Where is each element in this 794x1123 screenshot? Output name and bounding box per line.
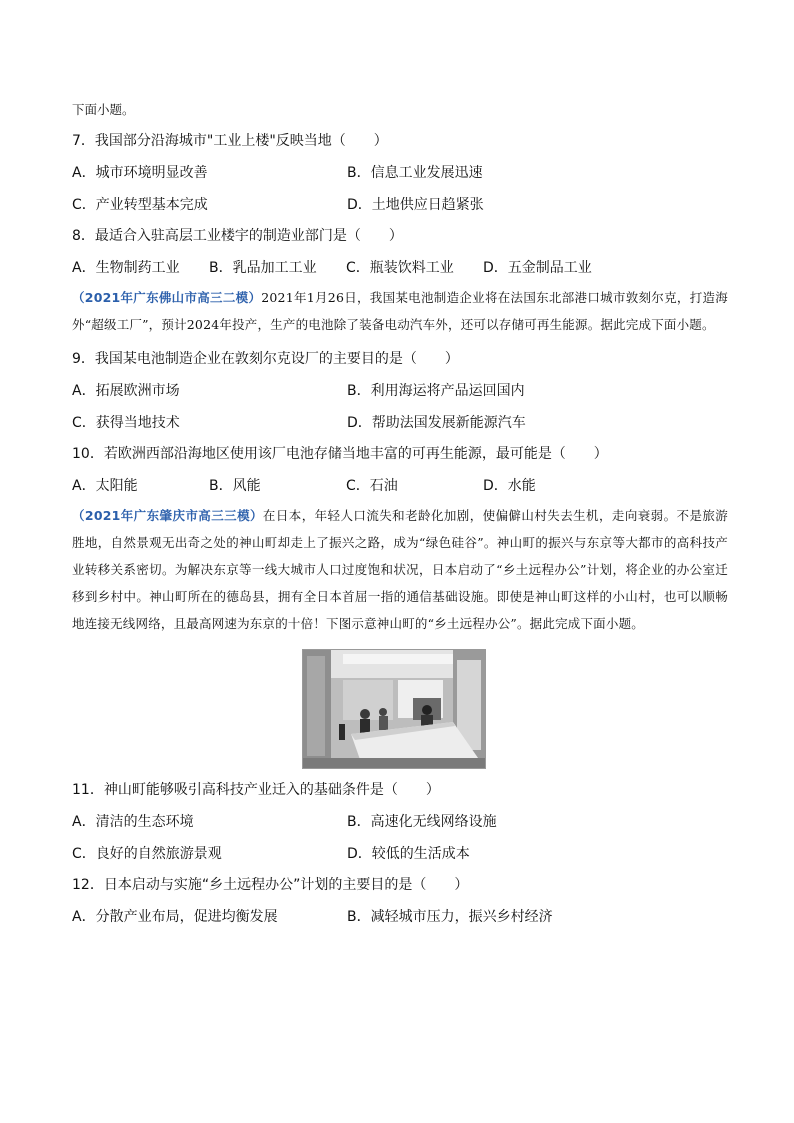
remote-office-photo [302, 649, 486, 769]
q8-option-c[interactable]: C．瓶装饮料工业 [346, 260, 454, 276]
question-8-options [72, 258, 728, 278]
passage-1-source: （2021年广东佛山市高三二模） [72, 290, 262, 305]
q10-option-b[interactable]: B．风能 [209, 478, 261, 494]
passage-1-text: 2021年1月26日，我国某电池制造企业将在法国东北部港口城市敦刻尔克，打造海外“超级工厂”，预计2024年投产，生产的电池除了装备电动汽车外，还可以存储可再生能源。据此完成下面小题。 [72, 290, 728, 332]
q11-option-b[interactable]: B．高速化无线网络设施 [347, 814, 497, 830]
q7-option-c[interactable]: C．产业转型基本完成 [72, 197, 208, 213]
q11-option-c[interactable]: C．良好的自然旅游景观 [72, 846, 222, 862]
q9-option-c[interactable]: C．获得当地技术 [72, 415, 180, 431]
q11-option-a[interactable]: A．清洁的生态环境 [72, 814, 194, 830]
q11-option-d[interactable]: D．较低的生活成本 [347, 846, 470, 862]
question-10-options [72, 476, 728, 496]
question-9-options-row2 [72, 413, 728, 433]
question-7-options-row2 [72, 195, 728, 215]
q7-option-d[interactable]: D．土地供应日趋紧张 [347, 197, 484, 213]
question-11-options-row2 [72, 844, 728, 864]
passage-2 [72, 502, 728, 637]
q7-option-a[interactable]: A．城市环境明显改善 [72, 165, 208, 181]
q9-option-a[interactable]: A．拓展欧洲市场 [72, 383, 180, 399]
q8-option-b[interactable]: B．乳品加工工业 [209, 260, 317, 276]
passage-1 [72, 284, 728, 338]
q9-option-d[interactable]: D．帮助法国发展新能源汽车 [347, 415, 526, 431]
remote-office-illustration [303, 650, 485, 768]
question-11-stem: 11．神山町能够吸引高科技产业迁入的基础条件是（ ） [72, 782, 440, 798]
question-7-stem: 7．我国部分沿海城市"工业上楼"反映当地（ ） [72, 133, 388, 149]
q10-option-c[interactable]: C．石油 [346, 478, 398, 494]
passage-2-text: 在日本，年轻人口流失和老龄化加剧，使偏僻山村失去生机，走向衰弱。不是旅游胜地，自然景观无出奇之处的神山町却走上了振兴之路，成为“绿色硅谷”。神山町的振兴与东京等大都市的高科技产业转移关系密切。为解决东京等一线大城市人口过度饱和状况，日本启动了“乡土远程办公”计划，将企业的办公室迁移到乡村中。神山町所在的德岛县，拥有全日本首屈一指的通信基础设施。即使是神山町这样的小山村，也可以顺畅地连接无线网络，且最高网速为东京的十倍！下图示意神山町的“乡土远程办公”。据此完成下面小题。 [72, 508, 728, 631]
question-11-options-row1 [72, 812, 728, 832]
intro-tail: 下面小题。 [72, 102, 135, 117]
q12-option-b[interactable]: B．减轻城市压力，振兴乡村经济 [347, 909, 553, 925]
question-9-options-row1 [72, 381, 728, 401]
q10-option-a[interactable]: A．太阳能 [72, 478, 138, 494]
question-12-stem: 12．日本启动与实施“乡土远程办公”计划的主要目的是（ ） [72, 877, 469, 893]
question-12-options-row1 [72, 907, 728, 927]
passage-2-source: （2021年广东肇庆市高三三模） [72, 508, 263, 523]
question-10-stem: 10．若欧洲西部沿海地区使用该厂电池存储当地丰富的可再生能源，最可能是（ ） [72, 446, 608, 462]
q9-option-b[interactable]: B．利用海运将产品运回国内 [347, 383, 525, 399]
q10-option-d[interactable]: D．水能 [483, 478, 536, 494]
exam-page [72, 100, 728, 927]
q7-option-b[interactable]: B．信息工业发展迅速 [347, 165, 483, 181]
q12-option-a[interactable]: A．分散产业布局，促进均衡发展 [72, 909, 278, 925]
question-7-options-row1 [72, 163, 728, 183]
question-9-stem: 9．我国某电池制造企业在敦刻尔克设厂的主要目的是（ ） [72, 351, 459, 367]
q8-option-d[interactable]: D．五金制品工业 [483, 260, 592, 276]
q8-option-a[interactable]: A．生物制药工业 [72, 260, 180, 276]
question-8-stem: 8．最适合入驻高层工业楼宇的制造业部门是（ ） [72, 228, 403, 244]
